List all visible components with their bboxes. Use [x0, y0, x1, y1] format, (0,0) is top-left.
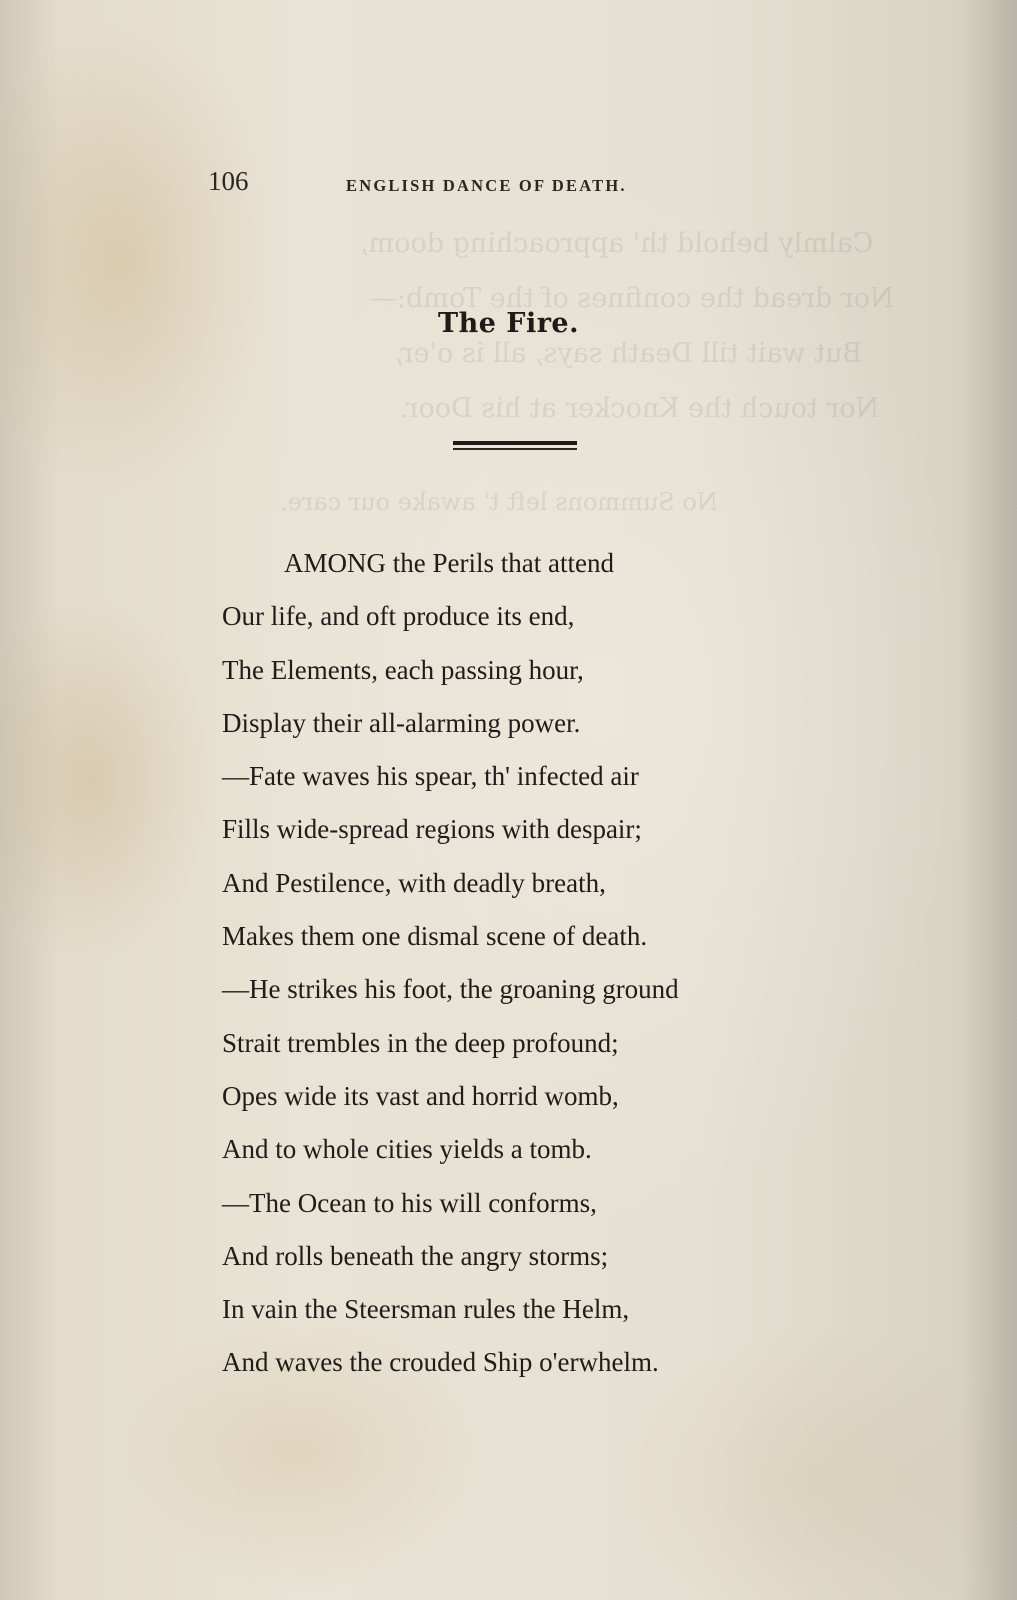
rule-thin-line: [453, 448, 577, 450]
poem-line: Fills wide-spread regions with despair;: [222, 814, 642, 845]
poem-line: AMONG the Perils that attend: [284, 548, 614, 578]
poem: [222, 548, 679, 1401]
poem-line: In vain the Steersman rules the Helm,: [222, 1294, 630, 1325]
poem-line: And rolls beneath the angry storms;: [222, 1240, 609, 1271]
poem-line: Display their all-alarming power.: [222, 707, 581, 738]
show-through-text: Calmly behold th' approaching doom,: [360, 228, 874, 259]
poem-line: Makes them one dismal scene of death.: [222, 921, 648, 952]
poem-line: Our life, and oft produce its end,: [222, 601, 575, 632]
poem-line: Strait trembles in the deep profound;: [222, 1027, 619, 1058]
poem-line: And to whole cities yields a tomb.: [222, 1134, 592, 1165]
page-number: 106: [208, 166, 249, 196]
section-title: The Fire.: [437, 308, 580, 339]
poem-line: Opes wide its vast and horrid womb,: [222, 1080, 619, 1111]
poem-line: The Elements, each passing hour,: [222, 654, 584, 685]
poem-line: And Pestilence, with deadly breath,: [222, 867, 606, 898]
poem-line: —He strikes his foot, the groaning ground: [222, 974, 679, 1005]
poem-line: —The Ocean to his will conforms,: [222, 1187, 597, 1218]
show-through-text: But wait till Death says, all is o'er,: [395, 338, 863, 369]
poem-line: And waves the crouded Ship o'erwhelm.: [222, 1347, 659, 1378]
running-title: ENGLISH DANCE OF DEATH.: [346, 176, 627, 195]
show-through-text: No Summons left t' awake our care.: [280, 488, 718, 516]
show-through-text: Nor touch the Knocker at his Door.: [400, 393, 880, 424]
show-through-text: Nor dread the confines of the Tomb:—: [370, 283, 894, 314]
poem-line: —Fate waves his spear, th' infected air: [222, 761, 639, 792]
decorative-rule: [453, 441, 577, 450]
rule-thick-line: [453, 441, 577, 445]
